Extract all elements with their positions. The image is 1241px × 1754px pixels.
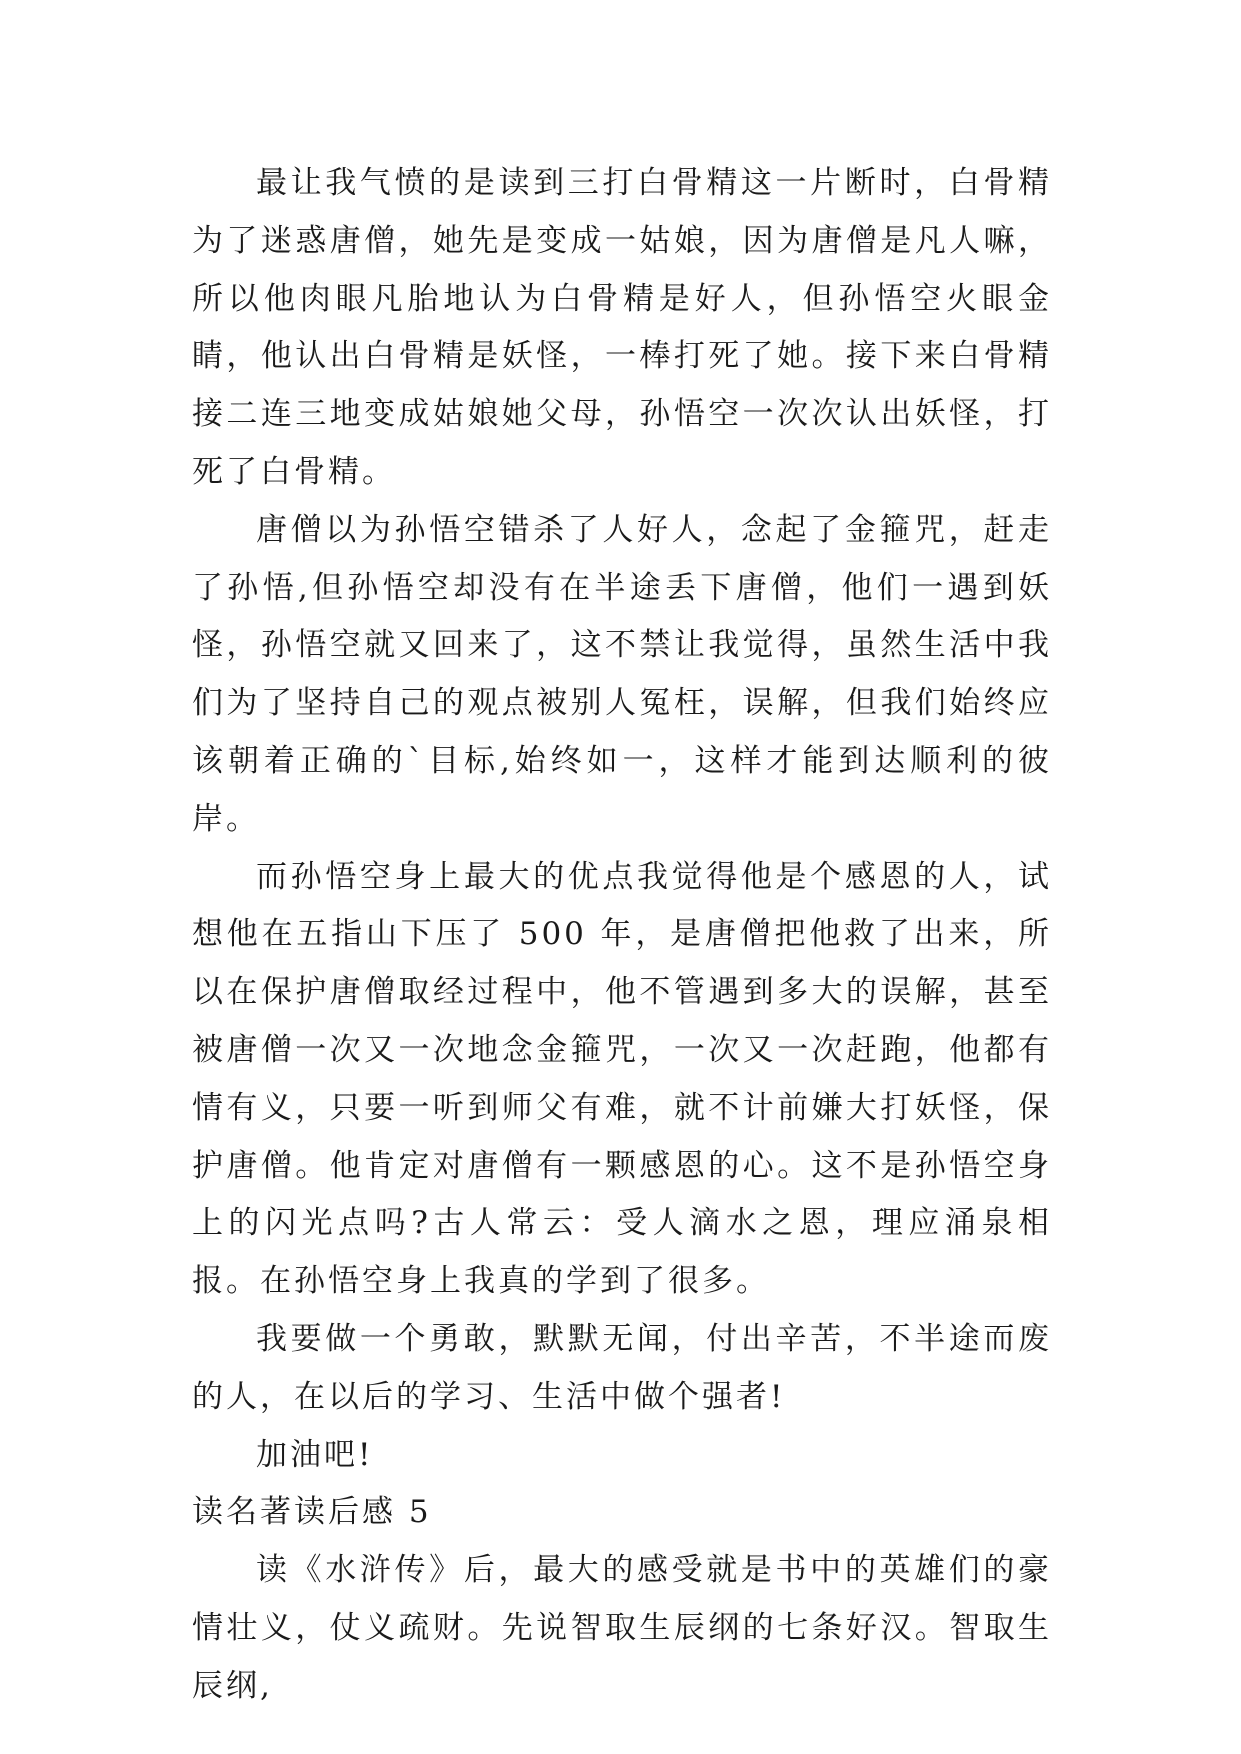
- paragraph-resolution: 我要做一个勇敢，默默无闻，付出辛苦，不半途而废的人，在以后的学习、生活中做个强者!: [192, 1320, 1052, 1415]
- paragraph-water-margin: 读《水浒传》后，最大的感受就是书中的英雄们的豪情壮义，仗义疏财。先说智取生辰纲的七条好汉。智取生辰纲,: [192, 1552, 1052, 1704]
- paragraph-gratitude: 而孙悟空身上最大的优点我觉得他是个感恩的人，试想他在五指山下压了 500 年，是唐僧把他救了出来，所以在保护唐僧取经过程中，他不管遇到多大的误解，甚至被唐僧一次又一次地念金箍咒，一次又一次赶跑，他都有情有义，只要一听到师父有难，就不计前嫌大打妖怪，保护唐僧。他肯定对唐僧有一颗感恩的心。这不是孙悟空身上的闪光点吗?古人常云：受人滴水之恩，理应涌泉相报。在孙悟空身上我真的学到了很多。: [192, 858, 1052, 1300]
- section-heading: 读名著读后感 5: [192, 1494, 432, 1531]
- document-body: [192, 155, 1052, 1716]
- paragraph-tang-seng-mistake: 唐僧以为孙悟空错杀了人好人，念起了金箍咒，赶走了孙悟,但孙悟空却没有在半途丢下唐僧，他们一遇到妖怪，孙悟空就又回来了，这不禁让我觉得，虽然生活中我们为了坚持自己的观点被别人冤枉，误解，但我们始终应该朝着正确的`目标,始终如一，这样才能到达顺利的彼岸。: [192, 511, 1052, 837]
- paragraph-encouragement: 加油吧!: [256, 1436, 374, 1473]
- paragraph-three-strikes: 最让我气愤的是读到三打白骨精这一片断时，白骨精为了迷惑唐僧，她先是变成一姑娘，因为唐僧是凡人嘛，所以他肉眼凡胎地认为白骨精是好人，但孙悟空火眼金睛，他认出白骨精是妖怪，一棒打死了她。接下来白骨精接二连三地变成姑娘她父母，孙悟空一次次认出妖怪，打死了白骨精。: [192, 165, 1052, 490]
